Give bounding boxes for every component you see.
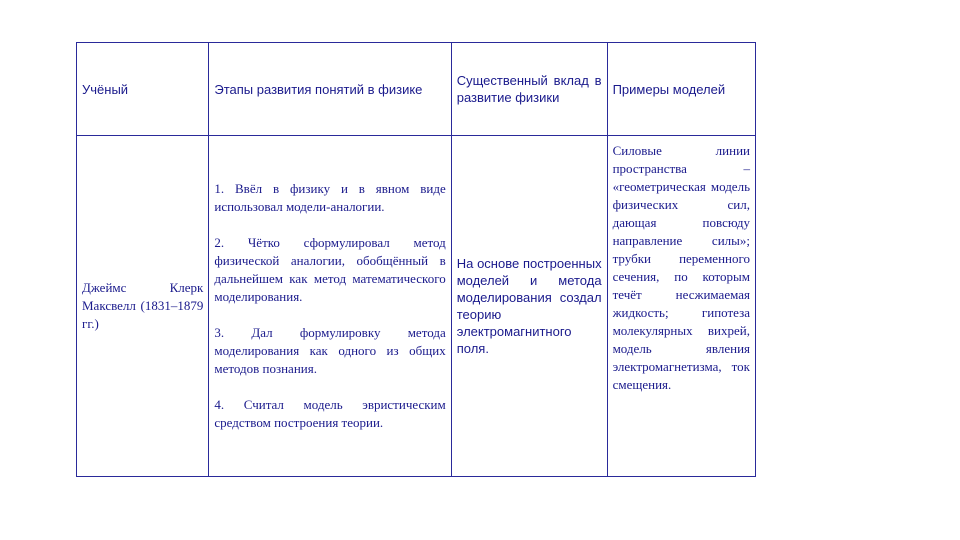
header-contribution: Существенный вклад в развитие физики [451,43,607,136]
cell-models: Силовые линии пространства – «геометрическая модель физических сил, дающая повсюду направление силы»; трубки переменного сечения, по которым течёт несжимаемая жидкость; гипотеза молекулярных вихрей, модель явления электромагнетизма, ток смещения. [607,136,755,477]
stage-item-2: 2. Чётко сформулировал метод физической аналогии, обобщённый в дальнейшем как метод математического моделирования. [214,235,446,304]
stage-item-1: 1. Ввёл в физику и в явном виде использовал модели-аналогии. [214,181,446,214]
cell-stages [209,136,451,477]
cell-contribution: На основе построенных моделей и метода моделирования создал теорию электромагнитного поля. [451,136,607,477]
models-table [76,42,756,477]
header-models: Примеры моделей [607,43,755,136]
table-row [77,136,756,477]
header-scientist: Учёный [77,43,209,136]
stage-item-3: 3. Дал формулировку метода моделирования как одного из общих методов познания. [214,325,446,376]
stage-item-4: 4. Считал модель эвристическим средством построения теории. [214,397,446,430]
table-header-row [77,43,756,136]
cell-scientist: Джеймс Клерк Максвелл (1831–1879 гг.) [77,136,209,477]
header-stages: Этапы развития понятий в физике [209,43,451,136]
